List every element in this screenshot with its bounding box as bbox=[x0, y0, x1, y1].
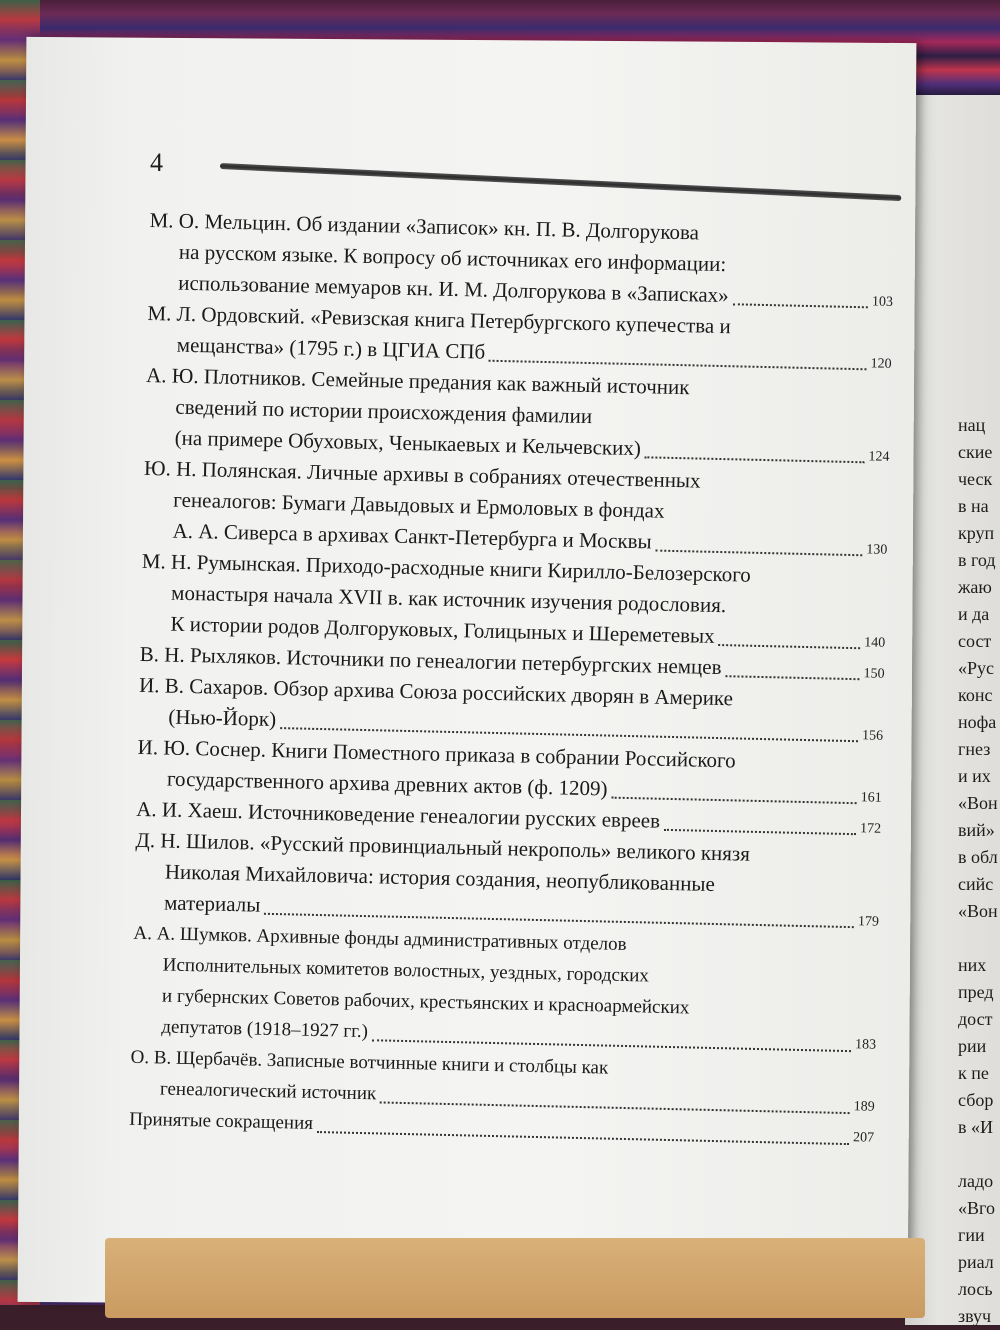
page-number: 4 bbox=[150, 148, 163, 177]
dot-leader bbox=[645, 456, 865, 463]
toc-page-number: 189 bbox=[853, 1099, 875, 1115]
toc-entry-text: государственного архива древних актов (ф. 1209) bbox=[166, 766, 608, 801]
right-page-text bbox=[958, 412, 1000, 1330]
right-page-fragment bbox=[958, 1141, 1000, 1168]
right-page-fragment: ские bbox=[958, 442, 993, 462]
toc-entry-line: Д. Н. Шилов. «Русский провинциальный некрополь» великого князя bbox=[135, 827, 751, 866]
right-page-fragment: в «И bbox=[958, 1117, 993, 1137]
toc-entry-text: В. Н. Рыхляков. Источники по генеалогии петербургских немцев bbox=[139, 641, 722, 680]
right-page-fragment: дост bbox=[958, 1009, 993, 1029]
wooden-stand bbox=[105, 1238, 925, 1318]
right-page-fragment: гнез bbox=[958, 739, 991, 759]
right-page-fragment: нофа bbox=[958, 712, 997, 732]
toc-entry-line: М. Л. Ордовский. «Ревизская книга Петербургского купечества и bbox=[147, 300, 731, 339]
right-page-fragment: «Вон bbox=[958, 901, 998, 921]
toc-entry-line: и губернских Советов рабочих, крестьянских и красноармейских bbox=[161, 985, 690, 1019]
dot-leader bbox=[725, 675, 859, 680]
toc-entry-text: К истории родов Долгоруковых, Голицыных и Шереметевых bbox=[170, 611, 715, 648]
toc-entry-line: Ю. Н. Полянская. Личные архивы в собраниях отечественных bbox=[143, 455, 701, 493]
dot-leader bbox=[655, 549, 862, 556]
toc-page-number: 103 bbox=[871, 294, 894, 310]
toc-entry-text: депутатов (1918–1927 гг.) bbox=[161, 1016, 369, 1043]
right-page-fragment: конс bbox=[958, 685, 993, 705]
toc-page-number: 130 bbox=[866, 542, 888, 558]
right-page-fragment: рии bbox=[958, 1036, 987, 1056]
toc-entry-line: Николая Михайловича: история создания, неопубликованные bbox=[164, 859, 716, 896]
toc-page-number: 124 bbox=[868, 449, 890, 465]
right-page-fragment: к пе bbox=[958, 1063, 989, 1083]
dot-leader bbox=[611, 796, 856, 804]
toc-page-number: 207 bbox=[852, 1130, 875, 1146]
right-page-fragment: них bbox=[958, 955, 987, 975]
toc-entry-text: генеалогический источник bbox=[159, 1078, 377, 1105]
toc-page-number: 120 bbox=[870, 356, 892, 372]
toc-entry-line: А. А. Шумков. Архивные фонды административных отделов bbox=[133, 922, 627, 956]
right-page-fragment: круп bbox=[958, 523, 995, 543]
toc-entry-line: О. В. Щербачёв. Записные вотчинные книги и столбцы как bbox=[130, 1046, 609, 1079]
toc-page-number: 150 bbox=[863, 666, 885, 682]
right-page-fragment: риал bbox=[958, 1252, 994, 1272]
right-page-fragment: «Вон bbox=[958, 793, 998, 813]
dot-leader bbox=[664, 828, 856, 834]
toc-entry-line: А. Ю. Плотников. Семейные предания как важный источник bbox=[145, 362, 690, 400]
toc-entry-line: генеалогов: Бумаги Давыдовых и Ермоловых в фондах bbox=[173, 487, 665, 523]
right-page-fragment: в на bbox=[958, 496, 989, 516]
toc-entry-line: на русском языке. К вопросу об источниках его информации: bbox=[178, 239, 727, 277]
toc-entry-text: материалы bbox=[163, 890, 261, 917]
dot-leader bbox=[732, 303, 867, 308]
right-page-fragment: жаю bbox=[958, 577, 992, 597]
toc-page-number: 140 bbox=[864, 635, 886, 651]
right-page-fragment: сост bbox=[958, 631, 992, 651]
toc-entry-text: (Нью-Йорк) bbox=[168, 704, 277, 731]
right-page-fragment: нац bbox=[958, 415, 986, 435]
toc-entry-line: И. В. Сахаров. Обзор архива Союза российских дворян в Америке bbox=[138, 672, 734, 711]
right-page-fragment: в год bbox=[958, 550, 996, 570]
toc-page-number: 156 bbox=[861, 728, 884, 744]
right-page-fragment: ладо bbox=[958, 1171, 994, 1191]
right-page-fragment: и да bbox=[958, 604, 990, 624]
toc-page-number: 179 bbox=[857, 914, 880, 930]
right-page-fragment: в обл bbox=[958, 847, 998, 867]
toc-entry-line: И. Ю. Соснер. Книги Поместного приказа в собрании Российского bbox=[137, 734, 736, 773]
toc-entry-text: А. А. Сиверса в архивах Санкт-Петербурга и Москвы bbox=[172, 518, 652, 554]
toc-entry-text: использование мемуаров кн. И. М. Долгорукова в «Записках» bbox=[177, 270, 729, 308]
toc-entry-line: М. Н. Румынская. Приходо-расходные книги Кирилло-Белозерского bbox=[141, 548, 752, 587]
toc-entry-text: А. И. Хаеш. Источниковедение генеалогии русских евреев bbox=[136, 796, 661, 833]
toc-page-number: 172 bbox=[859, 821, 882, 837]
right-page-fragment: звуч bbox=[958, 1306, 992, 1326]
right-page-fragment: сийс bbox=[958, 874, 994, 894]
toc-entry-line: сведений по истории происхождения фамилии bbox=[175, 394, 593, 429]
right-page-fragment: сбор bbox=[958, 1090, 994, 1110]
right-page-fragment bbox=[958, 925, 1000, 952]
right-page-fragment: «Вго bbox=[958, 1198, 995, 1218]
toc-entry-line: монастыря начала XVII в. как источник изучения родословия. bbox=[170, 580, 727, 618]
right-page-fragment: гии bbox=[958, 1225, 985, 1245]
toc-entry-line: М. О. Мельцин. Об издании «Записок» кн. П. В. Долгорукова bbox=[149, 207, 700, 245]
dot-leader bbox=[718, 644, 860, 649]
toc-entry-line: Исполнительных комитетов волостных, уездных, городских bbox=[162, 954, 650, 987]
table-of-contents bbox=[129, 205, 895, 1152]
toc-entry-text: мещанства» (1795 г.) в ЦГИА СПб bbox=[176, 332, 486, 364]
right-page-fragment: «Рус bbox=[958, 658, 994, 678]
right-page-fragment: пред bbox=[958, 982, 994, 1002]
right-page-fragment: и их bbox=[958, 766, 991, 786]
right-page-fragment: вий» bbox=[958, 820, 995, 840]
right-page-fragment: лось bbox=[958, 1279, 993, 1299]
toc-page-number: 183 bbox=[854, 1037, 877, 1053]
toc-entry-text: Принятые сокращения bbox=[129, 1108, 314, 1134]
toc-entry-text: (на примере Обуховых, Ченыкаевых и Кельчевских) bbox=[174, 425, 642, 461]
right-page-fragment: ческ bbox=[958, 469, 993, 489]
toc-page-number: 161 bbox=[860, 790, 882, 806]
